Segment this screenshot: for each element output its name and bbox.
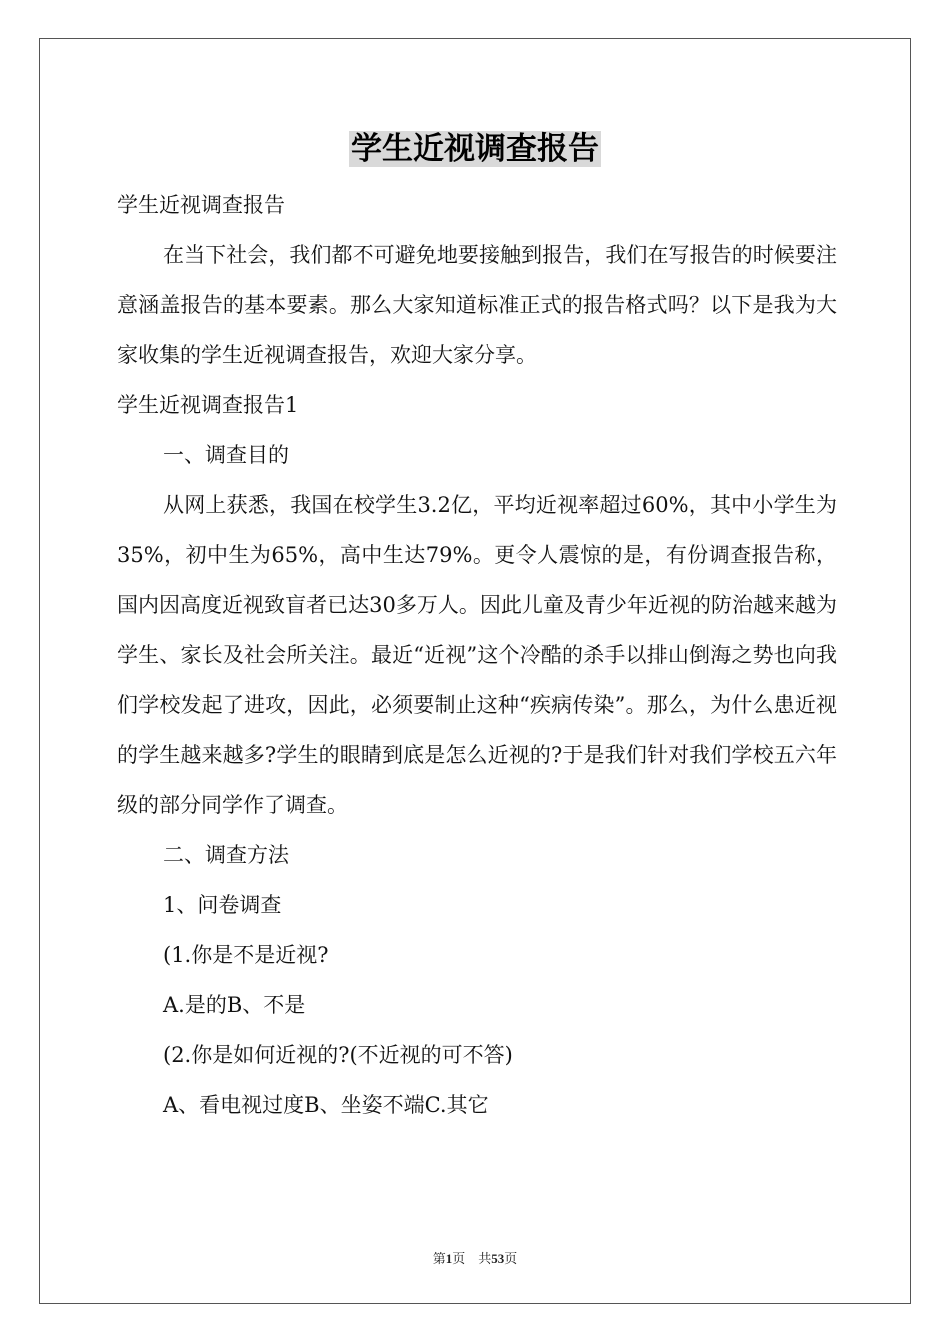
document-title <box>0 126 950 172</box>
document-title-text: 学生近视调查报告 <box>351 131 599 167</box>
footer-suffix: 页 <box>504 1251 518 1266</box>
document-subtitle: 学生近视调查报告 <box>117 193 285 217</box>
footer-total-pages: 53 <box>491 1251 505 1266</box>
intro-paragraph: 在当下社会，我们都不可避免地要接触到报告，我们在写报告的时候要注意涵盖报告的基本要素。那么大家知道标准正式的报告格式吗？以下是我为大家收集的学生近视调查报告，欢迎大家分享。 <box>117 243 837 367</box>
question-1: (1.你是不是近视? <box>163 943 329 967</box>
question-2-options: A、看电视过度B、坐姿不端C.其它 <box>163 1093 489 1117</box>
section-heading-purpose: 一、调查目的 <box>163 443 289 467</box>
report-heading: 学生近视调查报告1 <box>117 393 299 417</box>
page-footer <box>0 1248 950 1267</box>
footer-prefix: 第 <box>432 1251 446 1266</box>
question-1-options: A.是的B、不是 <box>163 993 306 1017</box>
method-item-questionnaire: 1、问卷调查 <box>163 893 282 917</box>
footer-current-page: 1 <box>445 1251 453 1266</box>
purpose-paragraph: 从网上获悉，我国在校学生3.2亿，平均近视率超过60%，其中小学生为35%，初中生为65%，高中生达79%。更令人震惊的是，有份调查报告称，国内因高度近视致盲者已达30多万人。因此儿童及青少年近视的防治越来越为学生、家长及社会所关注。最近“近视”这个冷酷的杀手以排山倒海之势也向我们学校发起了进攻，因此，必须要制止这种“疾病传染”。那么，为什么患近视的学生越来越多?学生的眼睛到底是怎么近视的?于是我们针对我们学校五六年级的部分同学作了调查。 <box>117 493 837 817</box>
question-2: (2.你是如何近视的?(不近视的可不答) <box>163 1043 513 1067</box>
section-heading-method: 二、调查方法 <box>163 843 289 867</box>
document-body <box>117 180 837 1130</box>
footer-middle: 页 共 <box>452 1251 492 1266</box>
